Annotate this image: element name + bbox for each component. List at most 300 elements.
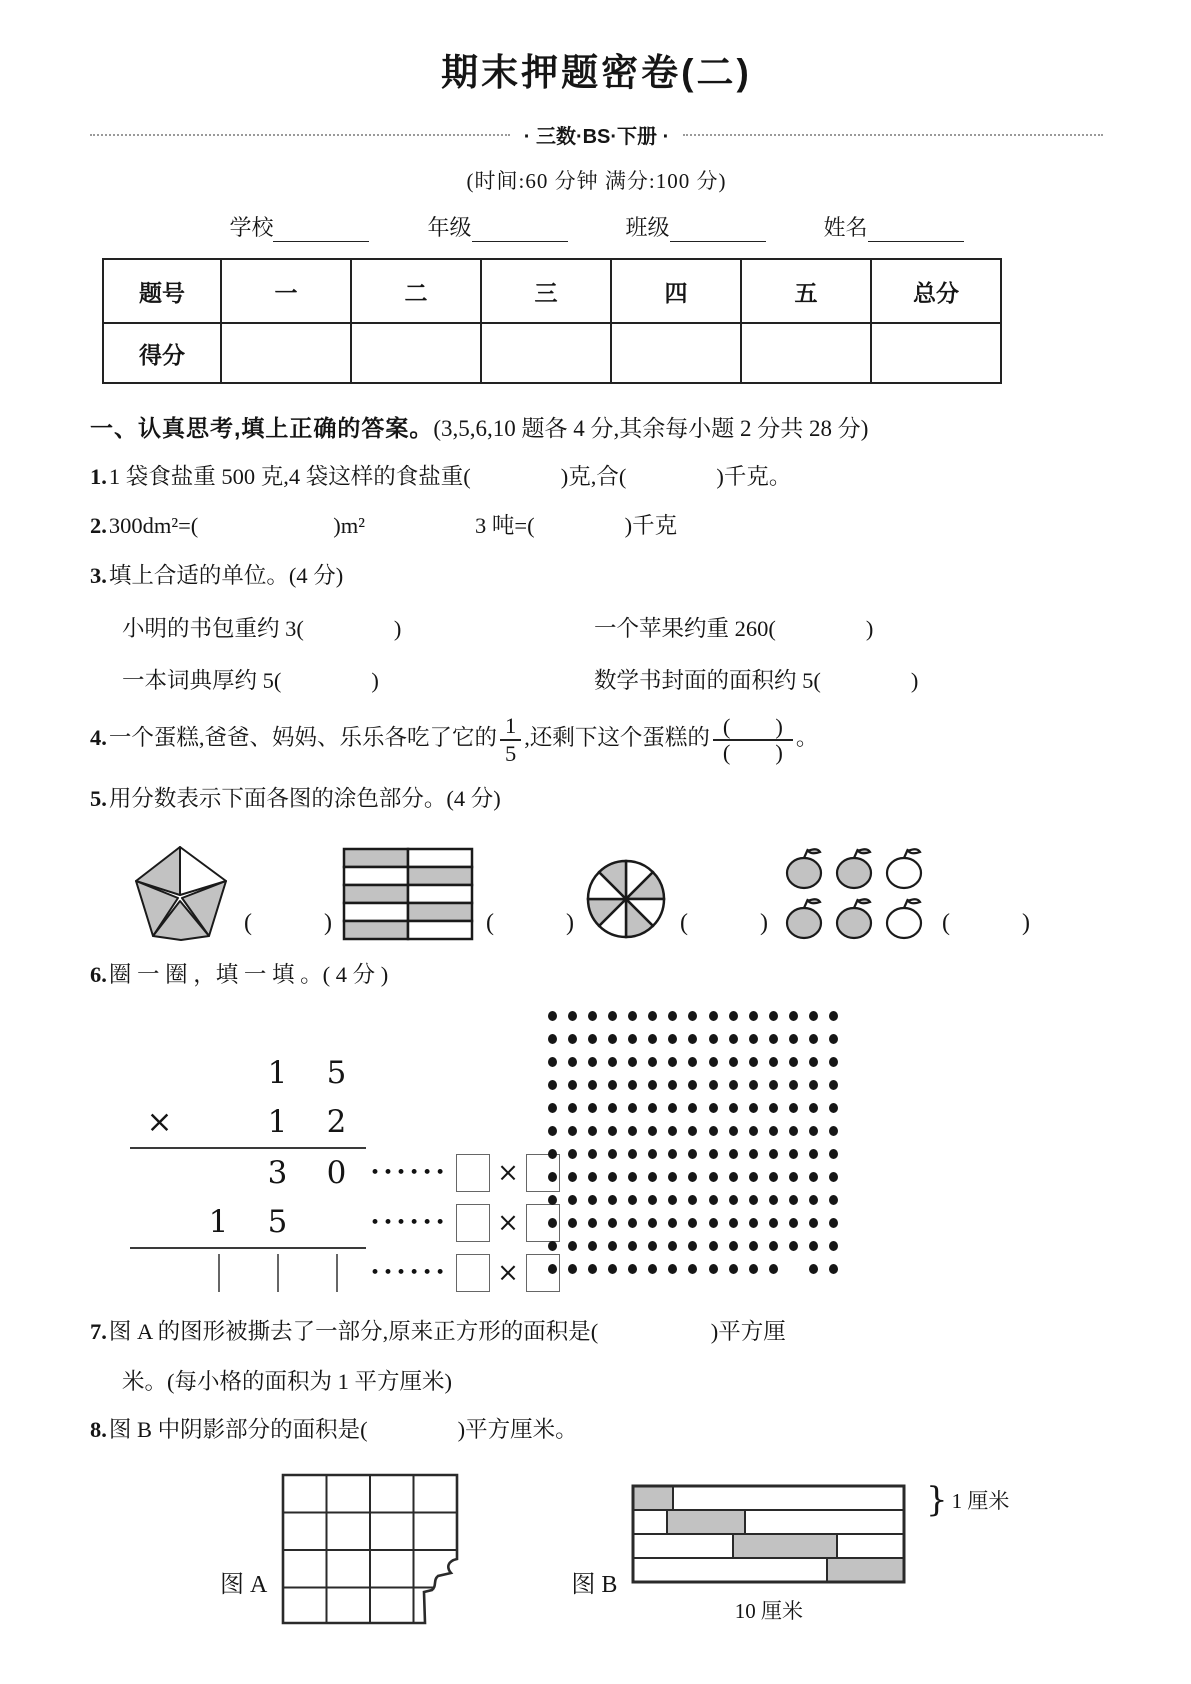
dot <box>548 1172 557 1182</box>
digit: 1 <box>208 1204 229 1241</box>
dot <box>608 1057 617 1067</box>
q3-item-dictionary: 一本词典厚约 5( ) <box>122 668 379 694</box>
question-2 <box>90 511 1103 541</box>
dot <box>668 1241 677 1251</box>
dot <box>709 1241 718 1251</box>
dot <box>628 1218 637 1228</box>
dot <box>688 1080 697 1090</box>
grade-label: 年级 <box>427 215 472 240</box>
dot <box>568 1057 577 1067</box>
question-1-text: 1 袋食盐重 500 克,4 袋这样的食盐重( )克,合( )千克。 <box>108 464 792 489</box>
dot <box>789 1103 798 1113</box>
dot <box>668 1080 677 1090</box>
dot <box>789 1034 798 1044</box>
dot <box>628 1149 637 1159</box>
dot <box>648 1195 657 1205</box>
dot <box>729 1126 738 1136</box>
dot <box>648 1241 657 1251</box>
dot <box>688 1126 697 1136</box>
section-1-title: 一、认真思考,填上正确的答案。 <box>90 415 434 441</box>
score-header-cell: 二 <box>351 259 481 323</box>
figure-b-wrap <box>631 1479 1010 1625</box>
multiplication-column <box>90 990 542 1298</box>
dot <box>668 1057 677 1067</box>
dot <box>588 1149 597 1159</box>
ellipsis-dots: •••••• <box>370 1263 449 1284</box>
edition-label: · 三数·BS·下册 · <box>523 126 670 148</box>
dot <box>588 1103 597 1113</box>
dot <box>688 1241 697 1251</box>
figure-b-label: 图 B <box>571 1571 618 1598</box>
dot <box>608 1080 617 1090</box>
dot <box>568 1172 577 1182</box>
question-3-line1 <box>122 611 1103 643</box>
section-1-heading <box>90 410 1103 443</box>
class-label: 班级 <box>625 215 670 240</box>
fraction-denominator: 5 <box>505 740 517 766</box>
dot <box>608 1126 617 1136</box>
dot <box>809 1034 818 1044</box>
question-8 <box>90 1415 1103 1445</box>
dot <box>769 1011 778 1021</box>
question-3-number: 3. <box>90 562 107 588</box>
dot <box>628 1034 637 1044</box>
dot <box>829 1218 838 1228</box>
annotation-3 <box>370 1254 560 1292</box>
score-empty-cell <box>481 323 611 383</box>
q5-blank-3: ( ) <box>679 909 768 936</box>
question-4-number: 4. <box>90 724 107 750</box>
grade-field <box>427 211 567 242</box>
digit-line <box>130 1097 366 1149</box>
dot <box>668 1172 677 1182</box>
dot <box>829 1080 838 1090</box>
dot <box>628 1264 637 1274</box>
dot <box>688 1034 697 1044</box>
score-empty-cell <box>871 323 1001 383</box>
dot <box>809 1057 818 1067</box>
question-1 <box>90 462 1103 492</box>
score-empty-cell <box>351 323 481 383</box>
dot <box>789 1126 798 1136</box>
question-7 <box>90 1317 1103 1347</box>
figures-a-b-row <box>220 1473 1103 1625</box>
dot <box>548 1149 557 1159</box>
question-8-text: 图 B 中阴影部分的面积是( )平方厘米。 <box>108 1416 578 1442</box>
dot <box>668 1218 677 1228</box>
dot <box>729 1218 738 1228</box>
dot <box>709 1011 718 1021</box>
figure-a-label: 图 A <box>220 1571 268 1598</box>
dot <box>829 1195 838 1205</box>
annotation-1 <box>370 1154 560 1192</box>
dot <box>729 1103 738 1113</box>
dot <box>588 1218 597 1228</box>
dot <box>769 1264 778 1274</box>
score-header-cell: 五 <box>741 259 871 323</box>
dot <box>648 1103 657 1113</box>
digit: 2 <box>326 1104 347 1141</box>
dot <box>749 1218 758 1228</box>
dot <box>769 1057 778 1067</box>
dot <box>769 1103 778 1113</box>
subtitle-row <box>90 120 1103 149</box>
dot <box>648 1080 657 1090</box>
dot <box>729 1011 738 1021</box>
dot <box>628 1172 637 1182</box>
dot <box>769 1080 778 1090</box>
times-icon: × <box>497 1158 519 1189</box>
dot <box>789 1241 798 1251</box>
dot <box>668 1149 677 1159</box>
score-header-cell: 三 <box>481 259 611 323</box>
answer-box <box>277 1254 279 1292</box>
dot <box>789 1149 798 1159</box>
times-icon: × <box>497 1208 519 1239</box>
digit: 1 <box>267 1055 288 1092</box>
dot <box>628 1011 637 1021</box>
answer-box <box>336 1254 338 1292</box>
dot <box>789 1011 798 1021</box>
q5-blank-4: ( ) <box>941 909 1030 936</box>
dot <box>568 1149 577 1159</box>
page-title: 期末押题密卷(二) <box>441 52 752 93</box>
dot <box>568 1195 577 1205</box>
fraction-numerator: 1 <box>500 714 521 741</box>
question-6-number: 6. <box>90 961 107 987</box>
answer-box <box>456 1254 490 1292</box>
dot <box>648 1218 657 1228</box>
figure-b-shaded-rect <box>631 1484 906 1586</box>
dot <box>709 1149 718 1159</box>
dot <box>829 1264 838 1274</box>
grid-rectangle-figure <box>342 847 474 941</box>
digit: 5 <box>326 1055 347 1092</box>
digit-line <box>130 1248 366 1298</box>
digit-line <box>130 1148 366 1198</box>
question-2-part1: 300dm²=( )m² <box>108 513 366 539</box>
dot <box>709 1057 718 1067</box>
dot <box>688 1172 697 1182</box>
dot <box>588 1172 597 1182</box>
time-score-note: (时间:60 分钟 满分:100 分) <box>466 169 727 193</box>
digit: 3 <box>267 1155 288 1192</box>
times-operator: × <box>146 1104 173 1141</box>
dot <box>628 1126 637 1136</box>
dot-grid <box>542 1004 844 1298</box>
figure-b-group <box>571 1479 1010 1625</box>
dot <box>789 1080 798 1090</box>
dot <box>588 1241 597 1251</box>
apples-figure <box>778 841 930 941</box>
product-box-cell <box>307 1255 366 1291</box>
class-blank-line <box>670 217 766 242</box>
dot <box>688 1103 697 1113</box>
partial-product-2-row <box>130 1198 542 1248</box>
dot <box>548 1034 557 1044</box>
grade-blank-line <box>472 217 568 242</box>
dot <box>648 1149 657 1159</box>
score-empty-cell <box>221 323 351 383</box>
question-6-body <box>90 990 1103 1298</box>
product-box-cell <box>248 1255 307 1291</box>
dot <box>769 1149 778 1159</box>
one-cm-label: 1 厘米 <box>951 1488 1010 1513</box>
score-table <box>102 258 1002 384</box>
dot <box>568 1264 577 1274</box>
question-7-number: 7. <box>90 1319 107 1345</box>
question-5 <box>90 784 1103 814</box>
dot <box>688 1149 697 1159</box>
dot <box>749 1264 758 1274</box>
score-empty-cell <box>741 323 871 383</box>
question-8-number: 8. <box>90 1416 107 1442</box>
dotted-divider <box>90 134 510 136</box>
dot <box>548 1218 557 1228</box>
dot <box>568 1034 577 1044</box>
dot <box>688 1195 697 1205</box>
dot <box>729 1241 738 1251</box>
dot <box>709 1080 718 1090</box>
dot <box>668 1126 677 1136</box>
dot <box>628 1057 637 1067</box>
dot <box>648 1057 657 1067</box>
q3-item-mathbook: 数学书封面的面积约 5( ) <box>594 668 919 694</box>
dot <box>829 1057 838 1067</box>
q3-item-apple: 一个苹果约重 260( ) <box>594 616 874 642</box>
dot <box>749 1057 758 1067</box>
dot <box>709 1218 718 1228</box>
school-blank-line <box>273 217 369 242</box>
score-header-cell: 一 <box>221 259 351 323</box>
dotted-divider <box>683 134 1103 136</box>
dot <box>588 1195 597 1205</box>
dot <box>668 1103 677 1113</box>
dot <box>769 1172 778 1182</box>
q5-blank-2: ( ) <box>485 909 574 936</box>
dot <box>789 1057 798 1067</box>
dot <box>809 1103 818 1113</box>
dot <box>668 1034 677 1044</box>
answer-fraction-numerator-blank: ( ) <box>713 715 793 741</box>
dot <box>648 1126 657 1136</box>
dot <box>769 1126 778 1136</box>
circle-sectors-figure <box>584 857 668 941</box>
dot <box>688 1218 697 1228</box>
question-4 <box>90 714 1103 765</box>
dot <box>648 1264 657 1274</box>
q5-blank-1: ( ) <box>244 909 332 936</box>
dot <box>608 1011 617 1021</box>
dot <box>548 1264 557 1274</box>
dot <box>608 1195 617 1205</box>
question-4-pre: 一个蛋糕,爸爸、妈妈、乐乐各吃了它的 <box>108 724 498 750</box>
dot <box>568 1218 577 1228</box>
question-7-line1: 图 A 的图形被撕去了一部分,原来正方形的面积是( )平方厘 <box>108 1319 786 1345</box>
dot <box>829 1126 838 1136</box>
dot <box>809 1149 818 1159</box>
dot <box>588 1264 597 1274</box>
dot <box>829 1103 838 1113</box>
class-field <box>626 211 766 242</box>
dot <box>628 1241 637 1251</box>
dot <box>829 1172 838 1182</box>
multiplicand-row <box>130 1048 542 1098</box>
dot <box>749 1080 758 1090</box>
answer-fraction-blank <box>713 715 793 764</box>
dot <box>749 1195 758 1205</box>
one-cm-dimension <box>926 1480 1009 1520</box>
dot <box>588 1034 597 1044</box>
section-1-note: (3,5,6,10 题各 4 分,其余每小题 2 分共 28 分) <box>433 416 869 441</box>
dot <box>608 1149 617 1159</box>
digit: 1 <box>267 1104 288 1141</box>
partial-product-1-row <box>130 1148 542 1198</box>
answer-box <box>218 1254 220 1292</box>
question-1-number: 1. <box>90 464 107 489</box>
figure-a-torn-grid <box>281 1473 459 1625</box>
question-3 <box>90 561 1103 591</box>
dot <box>608 1103 617 1113</box>
dot <box>548 1126 557 1136</box>
dot <box>729 1080 738 1090</box>
question-6-text: 圈 一 圈 ，填 一 填 。( 4 分 ) <box>108 961 389 987</box>
question-4-mid: ,还剩下这个蛋糕的 <box>524 724 710 750</box>
dot <box>548 1195 557 1205</box>
times-icon: × <box>497 1258 519 1289</box>
dot <box>628 1195 637 1205</box>
dot <box>608 1218 617 1228</box>
dot <box>709 1172 718 1182</box>
question-6 <box>90 960 1103 990</box>
question-2-part2: 3 吨=( )千克 <box>475 513 678 539</box>
score-empty-cell <box>611 323 741 383</box>
student-info-row <box>90 211 1103 242</box>
dot <box>789 1172 798 1182</box>
dot <box>809 1126 818 1136</box>
annotation-2 <box>370 1204 560 1242</box>
digit-line <box>130 1197 366 1249</box>
dot <box>608 1172 617 1182</box>
dot <box>709 1103 718 1113</box>
score-header-cell: 四 <box>611 259 741 323</box>
name-field <box>824 211 964 242</box>
question-5-number: 5. <box>90 786 107 812</box>
dot <box>568 1080 577 1090</box>
product-row <box>130 1248 542 1298</box>
dot <box>608 1264 617 1274</box>
dot <box>588 1011 597 1021</box>
dot <box>548 1103 557 1113</box>
dot <box>709 1195 718 1205</box>
dot <box>688 1011 697 1021</box>
dot <box>568 1241 577 1251</box>
dot <box>769 1195 778 1205</box>
dot <box>749 1241 758 1251</box>
dot <box>709 1264 718 1274</box>
dot <box>729 1172 738 1182</box>
dot <box>749 1034 758 1044</box>
dot <box>648 1034 657 1044</box>
question-2-number: 2. <box>90 513 107 539</box>
dot <box>829 1011 838 1021</box>
score-header-row <box>103 259 1001 323</box>
dot <box>749 1103 758 1113</box>
dot <box>548 1241 557 1251</box>
dot <box>668 1264 677 1274</box>
dot <box>548 1011 557 1021</box>
ten-cm-label: 10 厘米 <box>734 1598 803 1623</box>
vertical-multiplication <box>130 1048 542 1298</box>
dot <box>729 1264 738 1274</box>
dot <box>568 1126 577 1136</box>
dot <box>829 1149 838 1159</box>
pentagon-figure <box>130 841 232 941</box>
dot <box>628 1103 637 1113</box>
dot <box>769 1241 778 1251</box>
dot <box>709 1126 718 1136</box>
question-5-figures <box>130 841 1103 941</box>
dot <box>749 1172 758 1182</box>
question-7-line2: 米。(每小格的面积为 1 平方厘米) <box>122 1368 452 1394</box>
dot <box>729 1057 738 1067</box>
dot <box>568 1011 577 1021</box>
multiplier-row <box>130 1098 542 1148</box>
score-header-cell: 总分 <box>871 259 1001 323</box>
dot <box>608 1241 617 1251</box>
dot <box>628 1080 637 1090</box>
ellipsis-dots: •••••• <box>370 1163 449 1184</box>
score-row-label: 得分 <box>103 323 221 383</box>
dot <box>749 1011 758 1021</box>
school-field <box>229 211 369 242</box>
dot <box>729 1195 738 1205</box>
digit-line <box>130 1048 366 1098</box>
dot <box>668 1195 677 1205</box>
question-5-text: 用分数表示下面各图的涂色部分。(4 分) <box>108 786 501 812</box>
answer-box <box>456 1204 490 1242</box>
dot <box>588 1057 597 1067</box>
dot <box>829 1241 838 1251</box>
dot <box>729 1034 738 1044</box>
dot <box>548 1057 557 1067</box>
dot <box>749 1149 758 1159</box>
ellipsis-dots: •••••• <box>370 1213 449 1234</box>
dot <box>548 1080 557 1090</box>
dot <box>809 1080 818 1090</box>
dot <box>709 1034 718 1044</box>
question-4-end: 。 <box>795 724 819 750</box>
dot <box>588 1080 597 1090</box>
dot <box>648 1172 657 1182</box>
answer-box <box>456 1154 490 1192</box>
digit: 5 <box>267 1204 288 1241</box>
dot <box>688 1057 697 1067</box>
dot <box>769 1034 778 1044</box>
brace-icon: } <box>925 1479 948 1520</box>
dot <box>809 1011 818 1021</box>
dot <box>809 1195 818 1205</box>
score-header-cell: 题号 <box>103 259 221 323</box>
dot <box>789 1195 798 1205</box>
dot <box>809 1172 818 1182</box>
dot <box>809 1241 818 1251</box>
dot <box>648 1011 657 1021</box>
name-blank-line <box>868 217 964 242</box>
dot <box>568 1103 577 1113</box>
question-3-text: 填上合适的单位。(4 分) <box>108 562 344 588</box>
question-3-line2 <box>122 663 1103 695</box>
